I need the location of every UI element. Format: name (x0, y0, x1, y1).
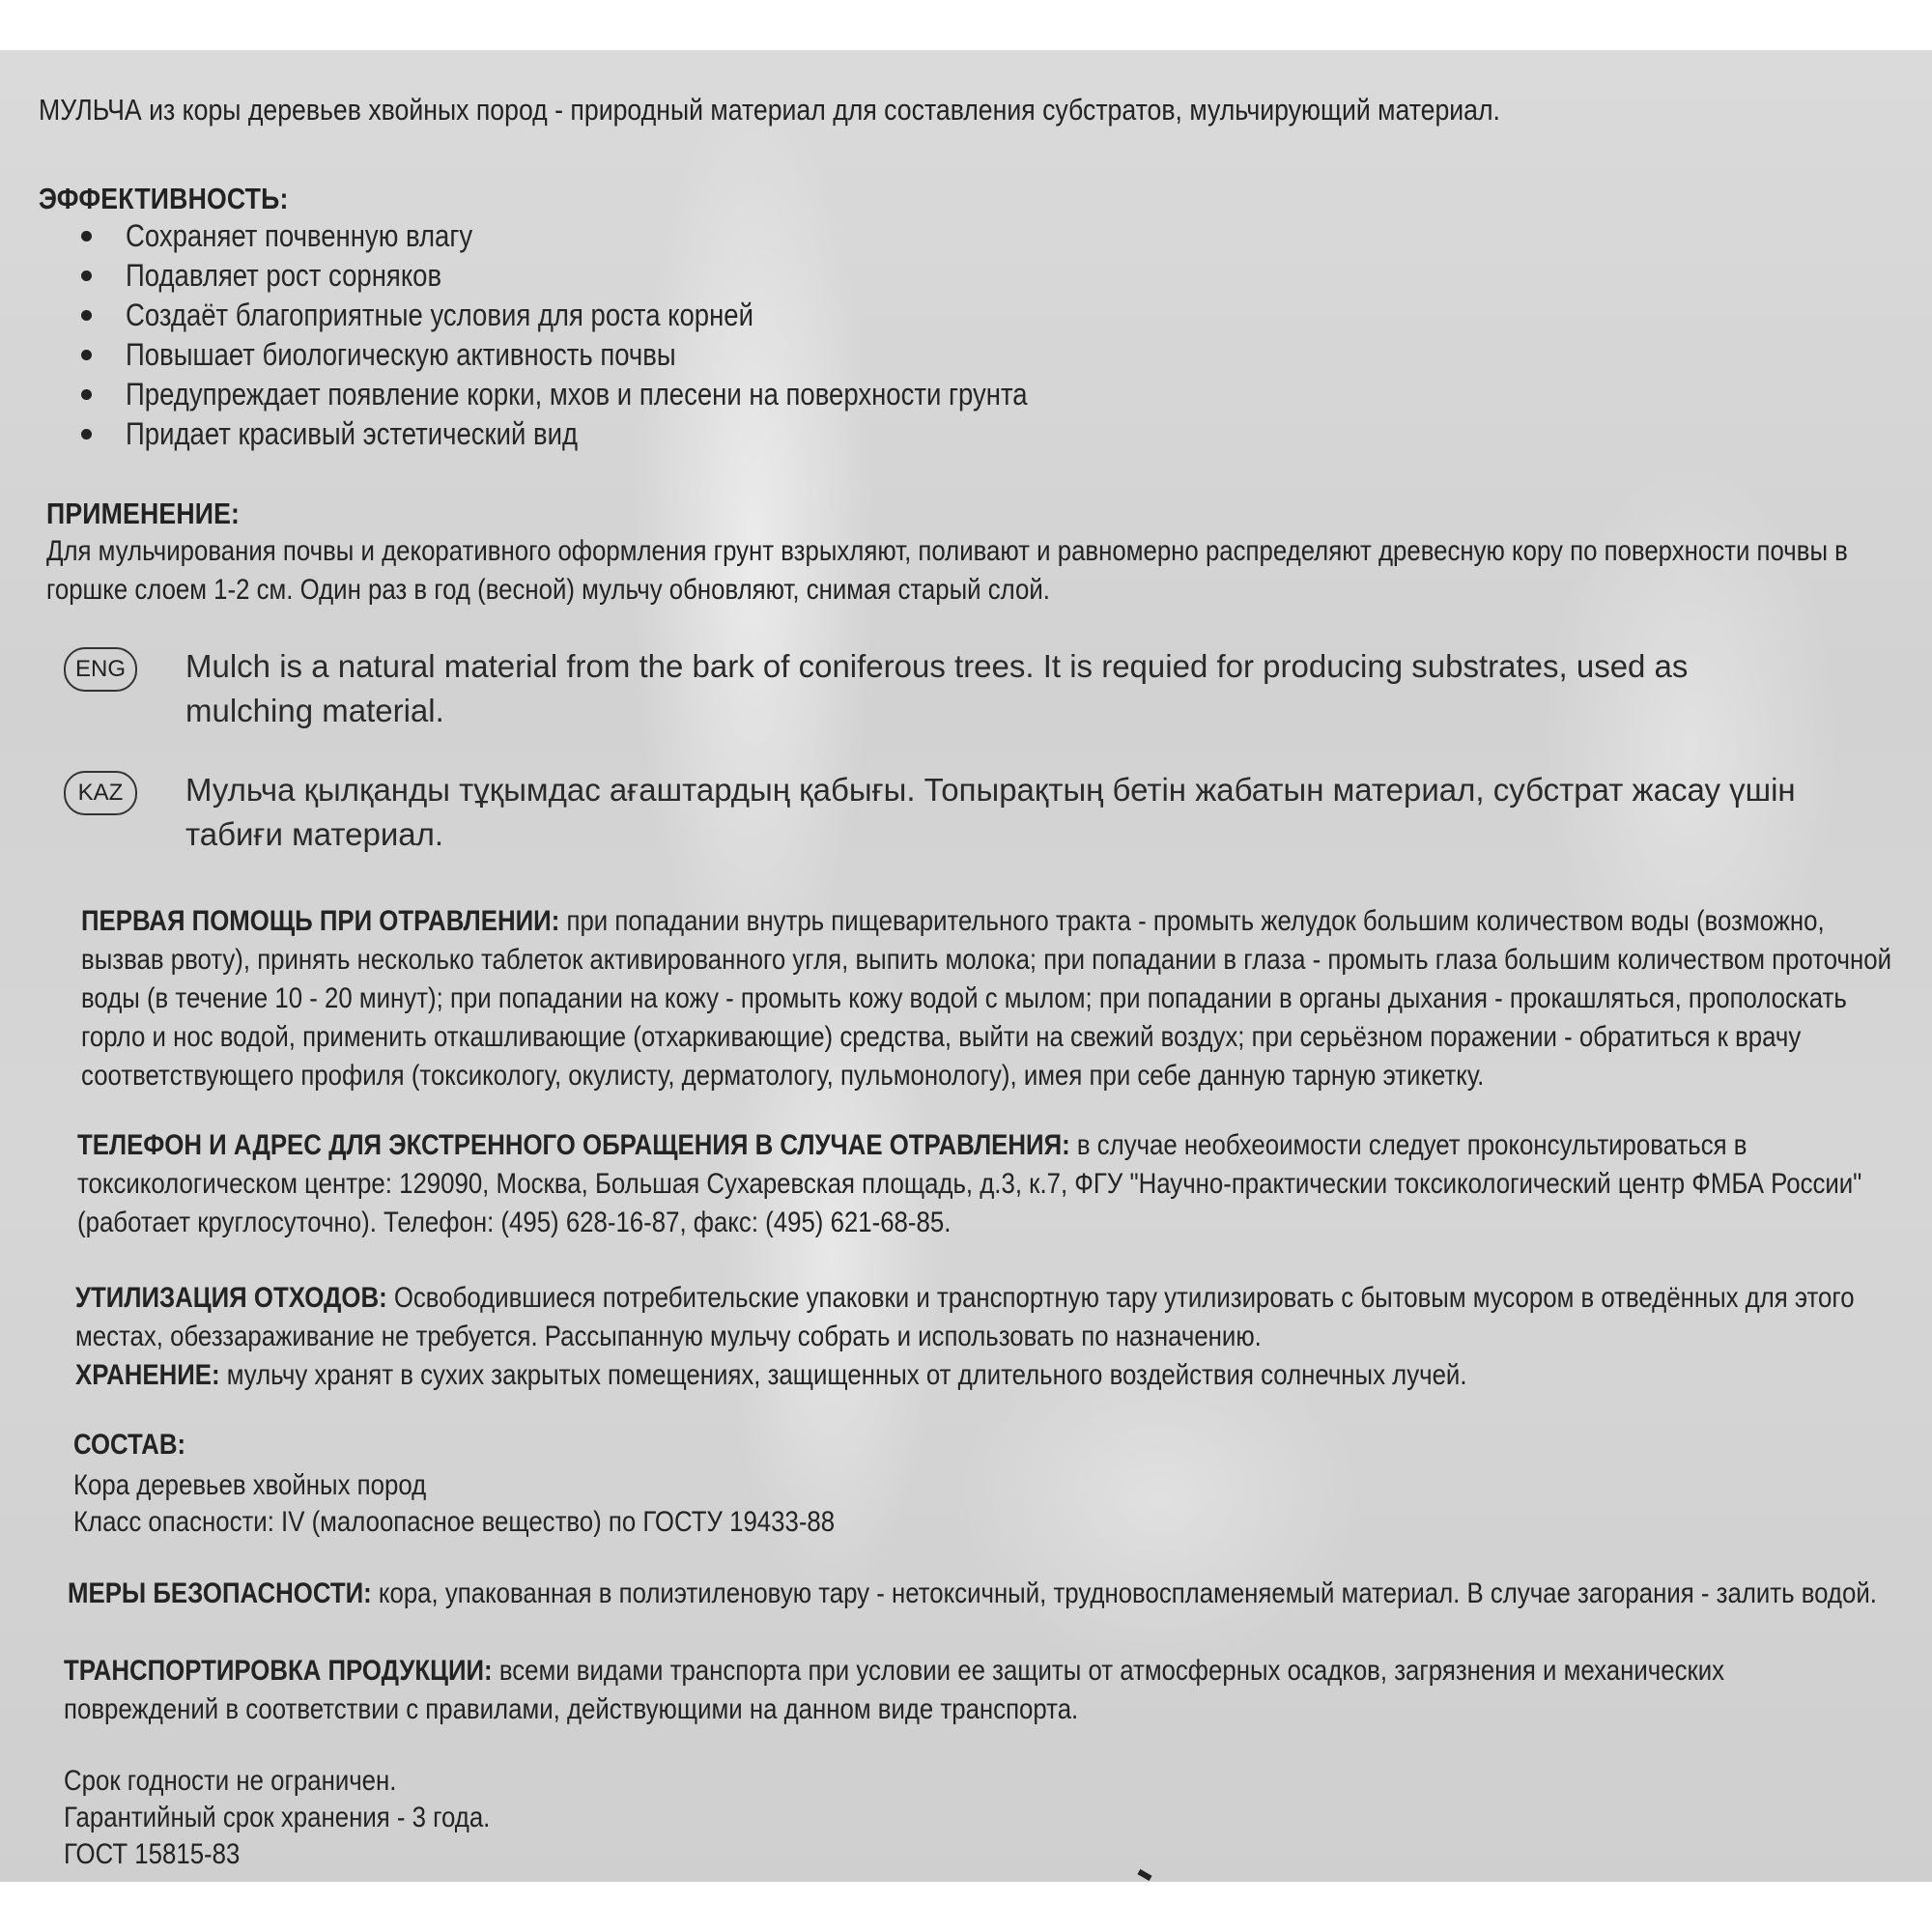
storage-heading: ХРАНЕНИЕ: (75, 1359, 220, 1391)
first-aid-line-1: ПЕРВАЯ ПОМОЩЬ ПРИ ОТРАВЛЕНИИ: при попадании внутрь пищеварительного тракта - промыть желудок большим количеством воды (возможно, (81, 905, 1825, 937)
safety-line: МЕРЫ БЕЗОПАСНОСТИ: кора, упакованная в полиэтиленовую тару - нетоксичный, трудновоспламеняемый материал. В случае загорания - залить водой. (68, 1577, 1877, 1609)
bullet-icon (81, 389, 92, 400)
kaz-badge: KAZ (64, 771, 137, 815)
application-line-1: Для мульчирования почвы и декоративного оформления грунт взрыхляют, поливают и равномерно распределяют древесную кору по поверхности почвы в (46, 535, 1848, 567)
composition-line-2: Класс опасности: IV (малоопасное вещество) по ГОСТУ 19433-88 (73, 1506, 836, 1538)
eng-line-2: mulching material. (185, 693, 444, 728)
eng-badge: ENG (64, 647, 137, 692)
bullet-icon (81, 231, 92, 242)
warranty-line: Гарантийный срок хранения - 3 года. (64, 1802, 491, 1833)
first-aid-heading: ПЕРВАЯ ПОМОЩЬ ПРИ ОТРАВЛЕНИИ: (81, 905, 560, 937)
first-aid-line-5: соответствующего профиля (токсикологу, окулисту, дерматологу, пульмонологу), имея при себе данную тарную этикетку. (81, 1060, 1485, 1092)
intro-text: МУЛЬЧА из коры деревьев хвойных пород - природный материал для составления субстратов, мульчирующий материал. (39, 93, 1500, 127)
disposal-heading: УТИЛИЗАЦИЯ ОТХОДОВ: (75, 1282, 387, 1314)
footer-section (64, 1762, 933, 1878)
disposal-line-1: УТИЛИЗАЦИЯ ОТХОДОВ: Освободившиеся потребительские упаковки и транспортную тару утилизировать с бытовым мусором в отведённых для этого (75, 1282, 1855, 1314)
efficiency-heading: ЭФФЕКТИВНОСТЬ: (39, 182, 289, 215)
composition-section (73, 1426, 1233, 1551)
eng-line-1: Mulch is a natural material from the bark of coniferous trees. It is requied for producing substrates, used as (185, 648, 1689, 684)
composition-line-1: Кора деревьев хвойных пород (73, 1469, 427, 1501)
first-aid-line-4: горло и нос водой, применить откашливающие (отхаркивающие) средства, выйти на свежий воздух; при серьёзном поражении - обратиться к врачу (81, 1021, 1802, 1053)
transport-section (64, 1652, 1899, 1739)
composition-heading: СОСТАВ: (73, 1429, 186, 1461)
safety-heading: МЕРЫ БЕЗОПАСНОСТИ: (68, 1577, 372, 1609)
disposal-section (75, 1279, 1911, 1405)
bullet-icon (81, 429, 92, 440)
bullet-icon (81, 350, 92, 360)
transport-line-1: ТРАНСПОРТИРОВКА ПРОДУКЦИИ: всеми видами транспорта при условии ее защиты от атмосферных осадков, загрязнения и механических (64, 1655, 1725, 1687)
transport-heading: ТРАНСПОРТИРОВКА ПРОДУКЦИИ: (64, 1655, 493, 1687)
emergency-heading: ТЕЛЕФОН И АДРЕС ДЛЯ ЭКСТРЕННОГО ОБРАЩЕНИЯ В СЛУЧАЕ ОТРАВЛЕНИЯ: (77, 1129, 1070, 1161)
first-aid-line-3: воды (в течение 10 - 20 минут); при попадании на кожу - промыть кожу водой с мылом; при попадании в органы дыхания - прокашляться, прополоскать (81, 982, 1847, 1014)
gost-line: ГОСТ 15815-83 (64, 1838, 241, 1870)
shelf-life-line: Срок годности не ограничен. (64, 1765, 397, 1797)
disposal-line-2: местах, обеззараживание не требуется. Рассыпанную мульчу собрать и использовать по назначению. (75, 1321, 1262, 1352)
ink-mark (1137, 1869, 1151, 1881)
first-aid-line-2: вызвав рвоту), принять несколько таблеток активированного угля, выпить молока; при попадании в глаза - промыть глаза большим количеством проточной (81, 944, 1891, 976)
application-heading: ПРИМЕНЕНИЕ: (46, 497, 241, 530)
emergency-line-1: ТЕЛЕФОН И АДРЕС ДЛЯ ЭКСТРЕННОГО ОБРАЩЕНИЯ В СЛУЧАЕ ОТРАВЛЕНИЯ: в случае необхеоимости следует проконсультироваться в (77, 1129, 1747, 1161)
kaz-line-2: табиғи материал. (185, 816, 444, 852)
bullet-icon (81, 310, 92, 321)
emergency-line-3: (работает круглосуточно). Телефон: (495) 628-16-87, факс: (495) 621-68-85. (77, 1207, 952, 1238)
emergency-section (77, 1126, 1913, 1252)
emergency-line-2: токсикологическом центре: 129090, Москва, Большая Сухаревская площадь, д.3, к.7, ФГУ "Научно-практическии токсикологический центр ФМБА России" (77, 1168, 1862, 1200)
storage-line: ХРАНЕНИЕ: мульчу хранят в сухих закрытых помещениях, защищенных от длительного воздействия солнечных лучей. (75, 1359, 1467, 1391)
product-label: МУЛЬЧА из коры деревьев хвойных пород - природный материал для составления субстратов, мульчирующий материал. ЭФФЕКТИВНОСТЬ: Сохраняет почвенную влагу Подавляет рост сорняков Создаёт благоприятные условия для роста корней Повышает биологическую активность почвы Предупреждает появление корки, мхов и плесени на поверхности грунта Придает красивый эстетический вид ПРИМЕНЕНИЕ: Для мульчирования почвы и декоративного оформления грунт взрыхляют, поливают и равномерно распределяют древесную кору по поверхности почвы в горшке слоем 1-2 см. Один раз в год (весной) мульчу обновляют, снимая старый слой. ENG Mulch is a natural material from the bark of coniferous trees. It is requied for producing substrates, used as mulching material. KAZ Мульча қылқанды тұқымдас ағаштардың қабығы. Топырақтың бетін жабатын материал, субстрат жасау үшін табиғи материал. ПЕРВАЯ ПОМОЩЬ ПРИ ОТРАВЛЕНИИ: при попадании внутрь пищеварительного тракта - промыть желудок большим количеством воды (возможно, вызвав рвоту), принять несколько таблеток активированного угля, выпить молока; при попадании в глаза - промыть глаза большим количеством проточной воды (в течение 10 - 20 минут); при попадании на кожу - промыть кожу водой с мылом; при попадании в органы дыхания - прокашляться, прополоскать горло и нос водой, применить откашливающие (отхаркивающие) средства, выйти на свежий воздух; при серьёзном поражении - обратиться к врачу соответствующего профиля (токсикологу, окулисту, дерматологу, пульмонологу), имея при себе данную тарную этикетку. ТЕЛЕФОН И АДРЕС ДЛЯ ЭКСТРЕННОГО ОБРАЩЕНИЯ В СЛУЧАЕ ОТРАВЛЕНИЯ: в случае необхеоимости следует проконсультироваться в токсикологическом центре: 129090, Москва, Большая Сухаревская площадь, д.3, к.7, ФГУ "Научно-практическии токсикологический центр ФМБА России" (работает круглосуточно). Телефон: (495) 628-16-87, факс: (495) 621-68-85. УТИЛИЗАЦИЯ ОТХОДОВ: Освободившиеся потребительские упаковки и транспортную тару утилизировать с бытовым мусором в отведённых для этого местах, обеззараживание не требуется. Рассыпанную мульчу собрать и использовать по назначению. ХРАНЕНИЕ: мульчу хранят в сухих закрытых помещениях, защищенных от длительного воздействия солнечных лучей. СОСТАВ: Кора деревьев хвойных пород Класс опасности: IV (малоопасное вещество) по ГОСТУ 19433-88 МЕРЫ БЕЗОПАСНОСТИ: кора, упакованная в полиэтиленовую тару - нетоксичный, трудновоспламеняемый материал. В случае загорания - залить водой. ТРАНСПОРТИРОВКА ПРОДУКЦИИ: всеми видами транспорта при условии ее защиты от атмосферных осадков, загрязнения и механических повреждений в соответствии с правилами, действующими на данном виде транспорта. Срок годности не ограничен. Гарантийный срок хранения - 3 года. ГОСТ 15815-83 (0, 50, 1932, 1882)
bullet-icon (81, 270, 92, 281)
application-line-2: горшке слоем 1-2 см. Один раз в год (весной) мульчу обновляют, снимая старый слой. (46, 574, 1050, 606)
transport-line-2: повреждений в соответствии с правилами, действующими на данном виде транспорта. (64, 1693, 1079, 1725)
kaz-line-1: Мульча қылқанды тұқымдас ағаштардың қабығы. Топырақтың бетін жабатын материал, субстрат жасау үшін (185, 772, 1796, 808)
first-aid-section (81, 902, 1917, 1105)
